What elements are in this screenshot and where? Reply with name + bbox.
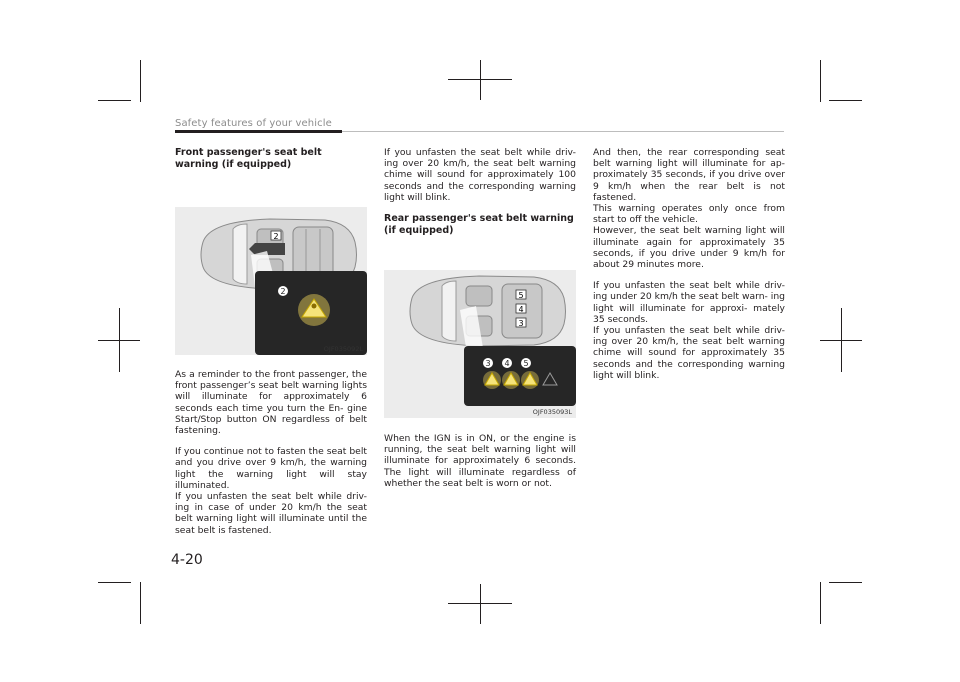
panel-callout-5: 5 [523, 359, 529, 368]
header-bar [175, 130, 342, 133]
rear-paragraph-6: If you unfasten the seat belt while driv- ing over 20 km/h, the seat belt warning chime will sound for approximately 35 seconds and the corresponding warning light will blink. [593, 325, 785, 381]
crop-mark [140, 60, 141, 102]
panel-callout-3: 3 [485, 359, 491, 368]
registration-mark [480, 60, 481, 100]
crop-mark [98, 100, 131, 101]
figure-code: OJF035093L [532, 408, 572, 416]
section-header: Safety features of your vehicle [175, 118, 332, 129]
car-callout-text: 2 [273, 232, 279, 241]
front-paragraph-1: As a reminder to the front passenger, the front passenger’s seat belt warning lights will illuminate for approximately 6 seconds each time you turn the En- gine Start/Stop button ON regardless of belt fastening. [175, 369, 367, 437]
rear-paragraph-2: And then, the rear corresponding seat belt warning light will illuminate for ap- proximately 35 seconds, if you drive over 9 km/h when the rear belt is not fastened. [593, 147, 785, 203]
rear-paragraph-3: This warning operates only once from start to off the vehicle. [593, 203, 785, 226]
crop-mark [820, 60, 821, 102]
crop-mark [829, 582, 862, 583]
car-callout-3: 3 [518, 319, 524, 328]
car-callout-4: 4 [518, 305, 524, 314]
rear-seat-belt-figure [384, 270, 576, 418]
crop-mark [140, 582, 141, 624]
car-callout-5: 5 [518, 291, 524, 300]
front-paragraph-2: If you continue not to fasten the seat belt and you drive over 9 km/h, the warning light the warning light will stay illuminated. [175, 446, 367, 491]
crop-mark [98, 582, 131, 583]
column-2-body [384, 433, 576, 499]
front-paragraph-3: If you unfasten the seat belt while driv- ing in case of under 20 km/h the seat belt warning light will illuminate until the seat belt is fastened. [175, 491, 367, 536]
panel-callout-4: 4 [504, 359, 510, 368]
car-diagram [175, 207, 367, 355]
car-diagram-rear [384, 270, 576, 418]
registration-mark [480, 584, 481, 624]
rear-paragraph-4: However, the seat belt warning light will illuminate again for approximately 35 seconds, if you drive under 9 km/h for about 29 minutes more. [593, 225, 785, 271]
front-passenger-heading: Front passenger's seat belt warning (if equipped) [175, 147, 322, 170]
crop-mark [820, 582, 821, 624]
rear-paragraph-5: If you unfasten the seat belt while driv- ing under 20 km/h the seat belt warn- ing light will illuminate for approxi- mately 35 seconds. [593, 280, 785, 325]
figure-code: OJF035092L [323, 345, 363, 353]
page-number: 4-20 [171, 552, 203, 568]
header-rule [342, 131, 784, 132]
front-seat-belt-figure [175, 207, 367, 355]
column-1 [175, 147, 367, 177]
column-3 [593, 147, 785, 391]
rear-passenger-heading: Rear passenger's seat belt warning (if equipped) [384, 213, 574, 237]
registration-mark [119, 308, 120, 372]
registration-mark [841, 308, 842, 372]
column-2 [384, 147, 576, 243]
rear-paragraph-1: When the IGN is in ON, or the engine is running, the seat belt warning light will illuminate for approximately 6 seconds. The light will illuminate regardless of whether the seat belt is worn or not. [384, 433, 576, 489]
column-1-body [175, 369, 367, 546]
crop-mark [829, 100, 862, 101]
panel-callout-text: 2 [280, 287, 286, 296]
rear-intro-paragraph: If you unfasten the seat belt while driv- ing over 20 km/h, the seat belt warning chime will sound for approximately 100 seconds and the corresponding warning light will blink. [384, 147, 576, 203]
